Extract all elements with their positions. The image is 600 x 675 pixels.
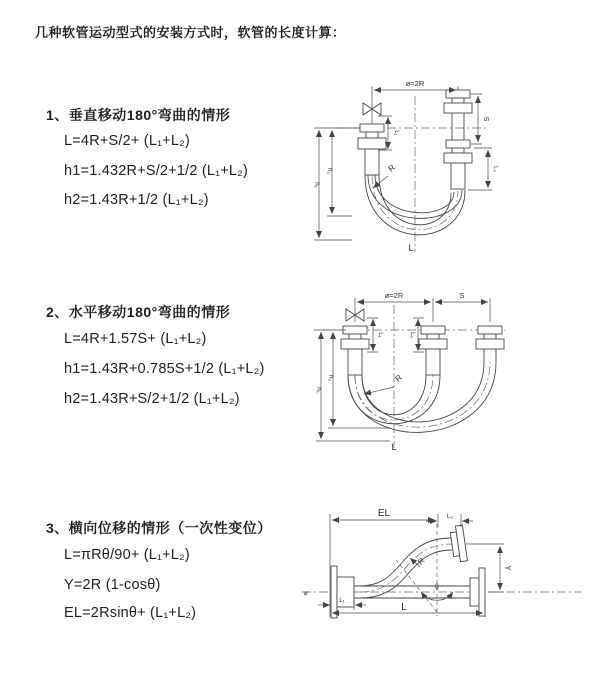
section-2-formula-h2: h2=1.43R+S/2+1/2 (L₁+L₂) <box>64 391 240 407</box>
section-2-heading: 2、水平移动180°弯曲的情形 <box>46 304 231 320</box>
d3-radius-label: R <box>416 555 427 567</box>
d1-right-fitting-nut <box>446 140 470 148</box>
d1-right-fitting-nut-raised <box>444 103 472 113</box>
diagram-3-lateral-displacement <box>302 508 582 618</box>
d1-right-pipe-shaft <box>452 113 464 140</box>
d2-right-pipe <box>476 326 504 362</box>
section-3-heading: 3、横向位移的情形（一次性变位） <box>46 520 272 536</box>
d2-left-pipe <box>341 326 369 375</box>
d2-dim-extension <box>355 298 490 322</box>
d3-axis-mark: ø <box>304 591 308 597</box>
section-3-formula-y: Y=2R (1-cosθ) <box>64 577 161 593</box>
section-1-formula-l: L=4R+S/2+ (L₁+L₂) <box>64 133 190 149</box>
d2-radius-leader <box>364 387 394 394</box>
d3-upper-flange <box>450 525 468 562</box>
d1-right-braided-hose <box>451 163 465 189</box>
d1-left-fitting-nut <box>360 124 384 132</box>
d2-dim-label-width: ø=2R <box>384 291 404 300</box>
section-1-heading: 1、垂直移动180°弯曲的情形 <box>46 107 231 123</box>
d1-right-fitting-collar <box>452 148 464 153</box>
d3-curved-hose-top-wall <box>360 538 452 586</box>
page-title: 几种软管运动型式的安装方式时，软管的长度计算： <box>35 25 346 40</box>
d1-left-fitting-nut <box>358 138 386 149</box>
section-3-formula-l: L=πRθ/90+ (L₁+L₂) <box>64 547 190 563</box>
d1-hose-position-arc <box>375 175 454 213</box>
d2-dim-label-h2: h₂ <box>327 374 334 382</box>
d3-right-flange <box>479 568 485 616</box>
d3-dim-label-l2: L₂ <box>446 513 454 520</box>
d2-dim-label-l: L <box>391 442 397 452</box>
d1-dim-label-h2: h₂ <box>326 167 333 175</box>
d3-angle-label: θ <box>435 584 439 591</box>
d1-right-fitting-nut <box>444 153 472 163</box>
d1-radius-label: R <box>386 162 397 174</box>
section-2-formula-l: L=4R+1.57S+ (L₁+L₂) <box>64 331 207 347</box>
d3-right-hub <box>470 578 479 606</box>
section-2-formula-h1: h1=1.43R+0.785S+1/2 (L₁+L₂) <box>64 361 265 377</box>
d2-dim-label-s: S <box>459 293 465 300</box>
d3-dim-label-el: EL <box>377 508 391 519</box>
d1-dim-label-s: S <box>482 116 489 122</box>
d2-dim-label-l1: L₁ <box>377 332 383 338</box>
d3-dim-label-y: Y <box>503 565 512 571</box>
d1-dim-extension <box>470 94 482 144</box>
d3-dim-label-l1: L₁ <box>339 598 345 604</box>
d2-middle-pipe <box>419 326 447 375</box>
d1-left-fitting-collar <box>366 132 378 138</box>
d1-dim-label-h1: h₁ <box>313 182 320 188</box>
d1-right-fitting-collar-raised <box>452 98 464 103</box>
d1-left-braided-hose <box>365 149 379 175</box>
d1-dim-label-l1: L₁ <box>393 130 399 136</box>
d3-dim-label-l: L <box>401 602 407 613</box>
d1-dim-label-l2: L₂ <box>492 166 498 172</box>
d2-hose1-outer-wall <box>348 372 440 424</box>
d1-dim-label-l: L <box>408 243 414 253</box>
d3-left-flange <box>331 566 337 618</box>
d1-right-fitting-nut-raised <box>446 90 470 98</box>
d2-radius-label: R <box>393 372 404 384</box>
diagram-1-vertical-bend <box>313 79 498 253</box>
section-1-formula-h1: h1=1.432R+S/2+1/2 (L₁+L₂) <box>64 163 249 179</box>
diagram-2-horizontal-bend <box>314 291 505 452</box>
d2-dim-label-l2: L₂ <box>409 332 415 338</box>
section-3-formula-el: EL=2Rsinθ+ (L₁+L₂) <box>64 605 197 621</box>
d1-dim-label-width: ø=2R <box>405 79 425 88</box>
d2-dim-label-h1: h₁ <box>315 387 322 393</box>
section-1-formula-h2: h2=1.43R+1/2 (L₁+L₂) <box>64 192 209 208</box>
